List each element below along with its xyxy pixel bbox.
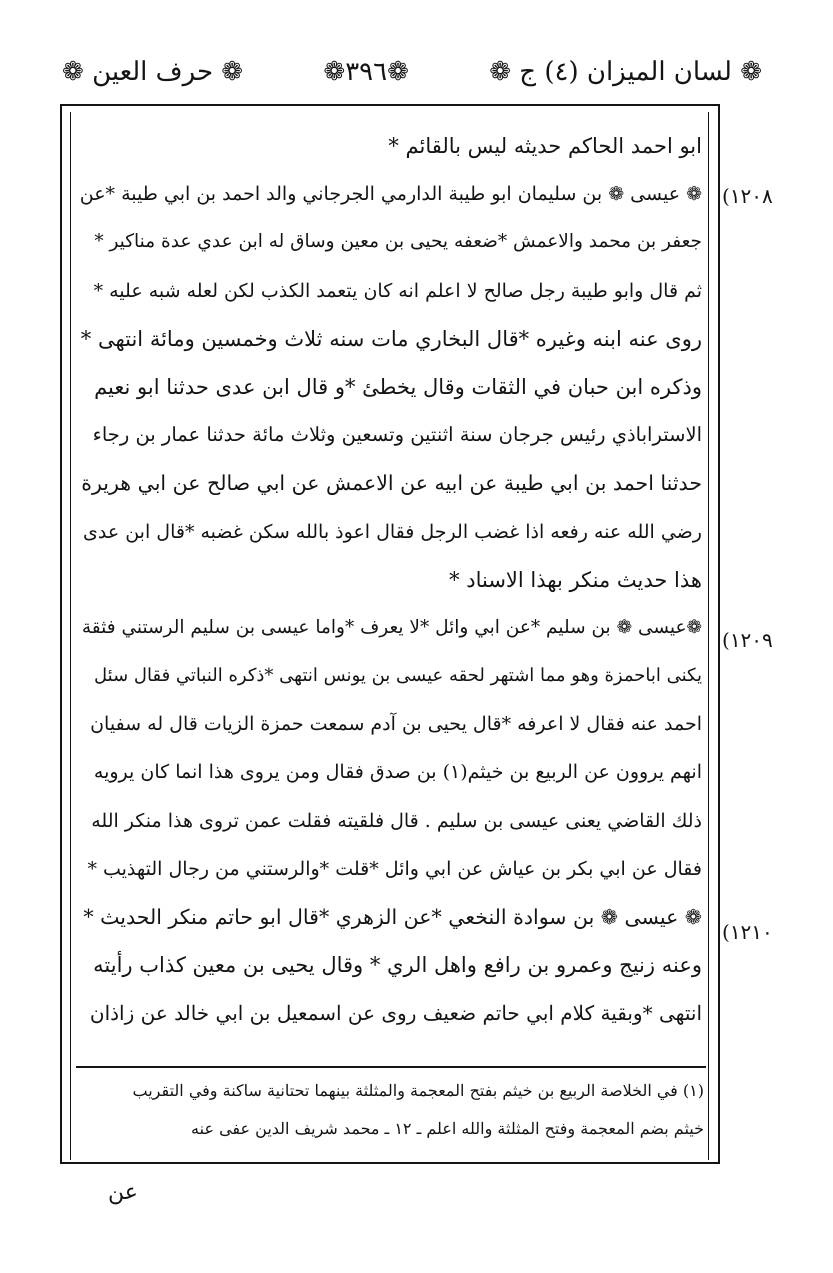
frame-left-rule-inner [70, 112, 71, 1160]
header-left: ❁ حرف العين ❁ [62, 57, 244, 87]
frame-right-rule-inner [708, 112, 709, 1160]
frame-bottom-rule [60, 1162, 720, 1164]
text-line: يكنى اباحمزة وهو مما اشتهر لحقه عيسى بن يونس انتهى *ذكره النباتي فقال سئل [94, 665, 702, 687]
text-line: وعنه زنيج وعمرو بن رافع واهل الري * وقال يحيى بن معين كذاب رأيته [93, 953, 702, 978]
frame-right-rule-outer [718, 104, 720, 1164]
header-page-number: ❁٣٩٦❁ [323, 57, 409, 87]
text-line: ❁ عيسى ❁ بن سليمان ابو طيبة الدارمي الجرجاني والد احمد بن ابي طيبة *عن [80, 183, 702, 206]
text-line: رضي الله عنه رفعه اذا غضب الرجل فقال اعوذ بالله سكن غضبه *قال ابن عدى [82, 520, 702, 543]
text-line: هذا حديث منكر بهذا الاسناد * [449, 567, 702, 592]
catchword: عن [108, 1180, 138, 1205]
text-line: الاستراباذي رئيس جرجان سنة اثنتين وتسعين وثلاث مائة حدثنا عمار بن رجاء [92, 423, 702, 447]
text-line: ❁ عيسى ❁ بن سوادة النخعي *عن الزهري *قال ابو حاتم منكر الحديث * [83, 905, 702, 929]
text-line: وذكره ابن حبان في الثقات وقال يخطئ *و قال ابن عدى حدثنا ابو نعيم [94, 374, 702, 399]
text-line: ذلك القاضي يعنى عيسى بن سليم . قال فلقيته فقلت عمن تروى هذا منكر الله [91, 809, 702, 832]
text-line: انتهى *وبقية كلام ابي حاتم ضعيف روى عن اسمعيل بن ابي خالد عن زاذان [89, 1001, 702, 1026]
entry-number-1210: (١٢١٠ [722, 920, 773, 944]
main-text [80, 122, 702, 1038]
running-header [62, 52, 762, 92]
footnote-separator [76, 1066, 706, 1068]
header-right: ❁ لسان الميزان (٤) ج ❁ [489, 57, 762, 87]
text-line: ❁عيسى ❁ بن سليم *عن ابي وائل *لا يعرف *واما عيسى بن سليم الرستني فثقة [81, 616, 702, 638]
text-line: انهم يروون عن الربيع بن خيثم(١) بن صدق فقال ومن يروى هذا انما كان يرويه [93, 761, 702, 784]
text-line: جعفر بن محمد والاعمش *ضعفه يحيى بن معين وساق له ابن عدي عدة مناكير * [94, 231, 702, 253]
text-line: روى عنه ابنه وغيره *قال البخاري مات سنه ثلاث وخمسين ومائة انتهى * [80, 326, 702, 351]
text-line: حدثنا احمد بن ابي طيبة عن ابيه عن الاعمش عن ابي صالح عن ابي هريرة [81, 471, 702, 496]
text-line: احمد عنه فقال لا اعرفه *قال يحيى بن آدم سمعت حمزة الزيات قال له سفيان [90, 713, 702, 736]
text-line: ابو احمد الحاكم حديثه ليس بالقائم * [388, 134, 702, 158]
footnote-line: خيثم بضم المعجمة وفتح المثلثة والله اعلم ـ ١٢ ـ محمد شريف الدين عفى عنه [191, 1119, 704, 1138]
frame-left-rule-outer [60, 104, 62, 1164]
footnote [86, 1072, 704, 1148]
frame-top-rule [60, 104, 720, 106]
text-line: فقال عن ابي بكر بن عياش عن ابي وائل *قلت *والرستني من رجال التهذيب * [87, 857, 702, 880]
entry-number-1208: (١٢٠٨ [722, 184, 773, 208]
entry-number-1209: (١٢٠٩ [722, 628, 773, 652]
text-line: ثم قال وابو طيبة رجل صالح لا اعلم انه كان يتعمد الكذب لكن لعله شبه عليه * [93, 279, 702, 302]
footnote-line: (١) في الخلاصة الربيع بن خيثم بفتح المعجمة والمثلثة بينهما تحتانية ساكنة وفي التقريب [132, 1081, 704, 1100]
